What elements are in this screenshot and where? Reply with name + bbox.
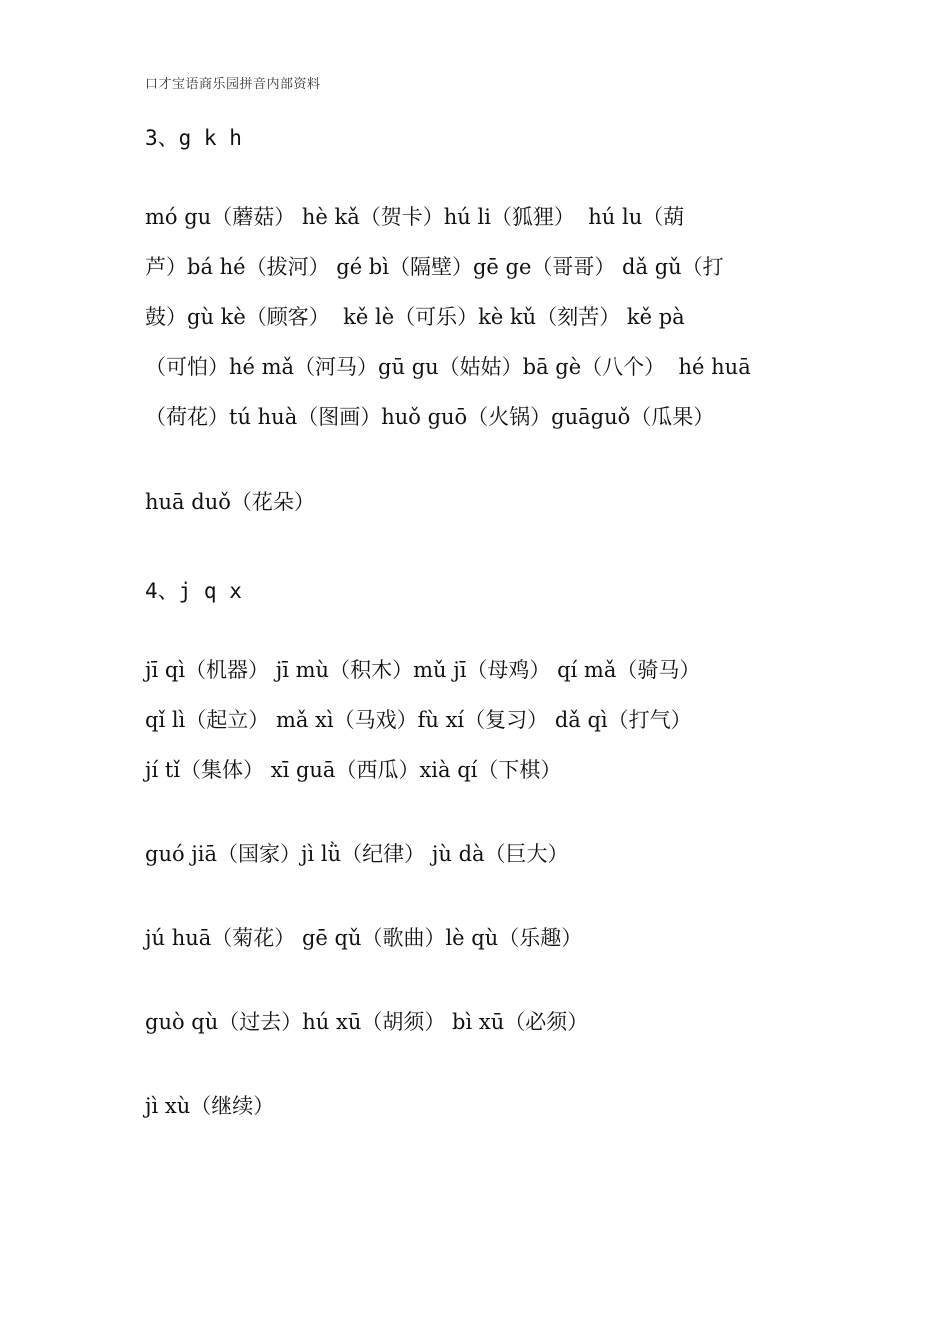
section-4-line: qǐ lì（起立） mǎ xì（马戏）fù xí（复习） dǎ qì（打气） (145, 708, 692, 732)
page-header: 口才宝语商乐园拼音内部资料 (145, 77, 321, 92)
section-4-line: guó jiā（国家）jì lǜ（纪律） jù dà（巨大） (145, 842, 569, 866)
section-3-line: （可怕）hé mǎ（河马）gū gu（姑姑）bā gè（八个） hé huā (145, 355, 751, 379)
section-4-line: guò qù（过去）hú xū（胡须） bì xū（必须） (145, 1010, 589, 1034)
section-3-line: mó gu（蘑菇） hè kǎ（贺卡）hú li（狐狸） hú lu（葫 (145, 205, 685, 229)
section-3-paragraph (145, 192, 813, 442)
section-4-line: jú huā（菊花） gē qǔ（歌曲）lè qù（乐趣） (145, 926, 583, 950)
section-3-line: （荷花）tú huà（图画）huǒ guō（火锅）guāguǒ（瓜果） (145, 405, 715, 429)
section-3-line: 鼓）gù kè（顾客） kě lè（可乐）kè kǔ（刻苦） kě pà (145, 305, 685, 329)
section-4-heading: 4、j q x (145, 579, 242, 603)
section-4-line: jí tǐ（集体） xī guā（西瓜）xià qí（下棋） (145, 758, 562, 782)
section-3-heading: 3、g k h (145, 126, 242, 150)
section-3-extra-paragraph (145, 477, 813, 527)
section-4-paragraph-2 (145, 829, 813, 879)
section-3-extra-line: huā duǒ（花朵） (145, 490, 315, 514)
section-3-line: 芦）bá hé（拔河） gé bì（隔壁）gē ge（哥哥） dǎ gǔ（打 (145, 255, 724, 279)
section-4-line: jī qì（机器） jī mù（积木）mǔ jī（母鸡） qí mǎ（骑马） (145, 658, 701, 682)
section-4-paragraph-4 (145, 997, 813, 1047)
section-4-paragraph (145, 645, 813, 795)
section-4-paragraph-5 (145, 1081, 813, 1131)
section-4-line: jì xù（继续） (145, 1094, 275, 1118)
section-4-paragraph-3 (145, 913, 813, 963)
